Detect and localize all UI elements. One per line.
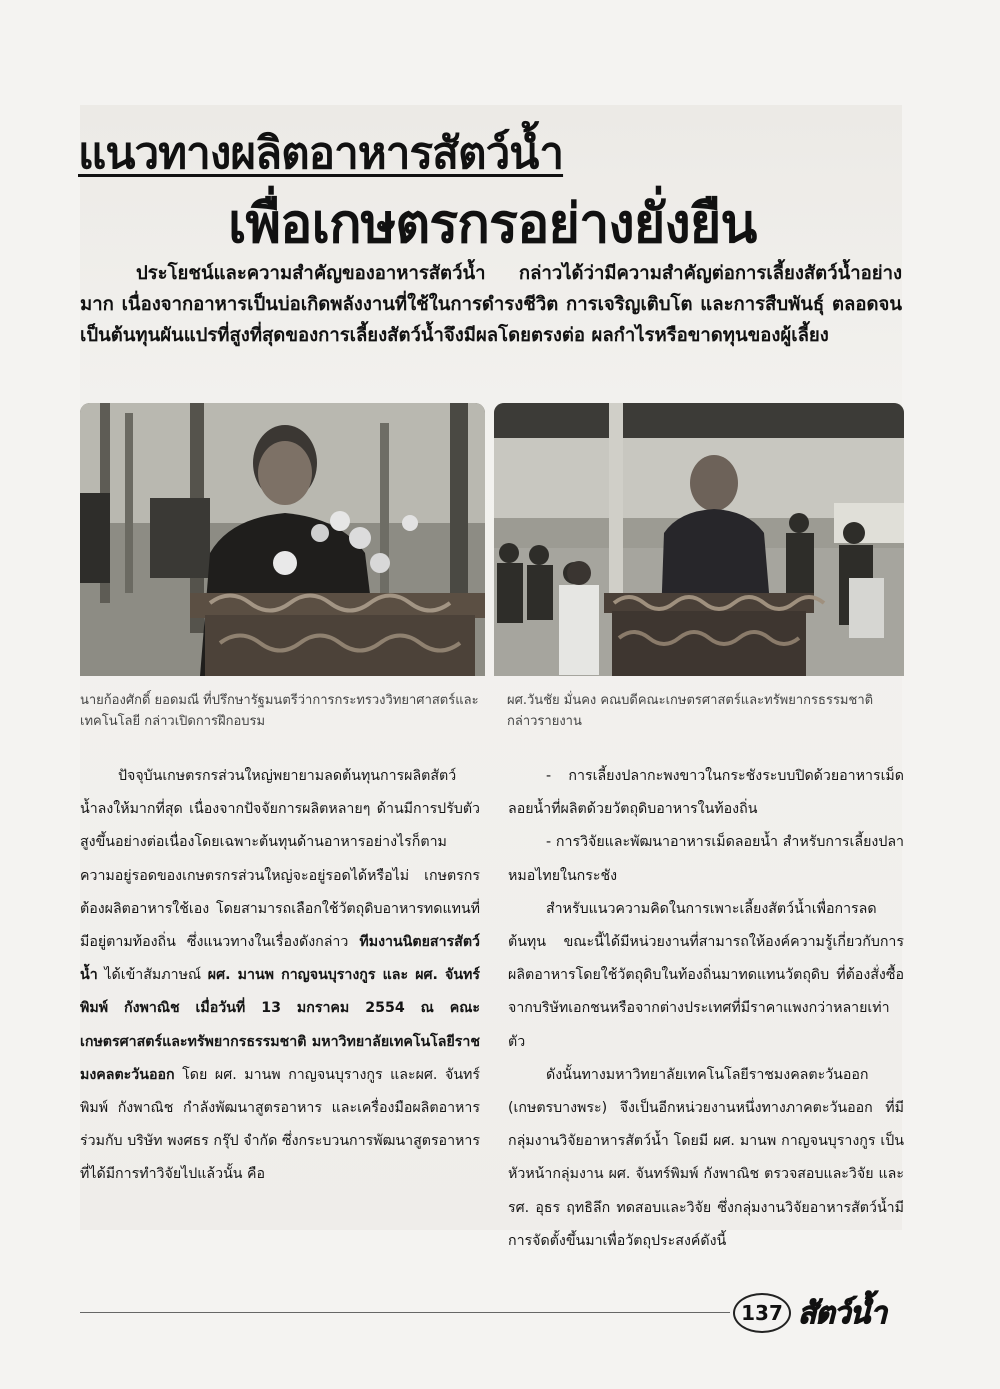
body-text: โดย ผศ. มานพ กาญจนบุรางกูร และผศ. จันทร์พิมพ์ กังพาณิช กำลังพัฒนาสูตรอาหาร และเครื่องมือผลิตอาหาร ร่วมกับ บริษัท พงศธร กรุ๊ป จำกัด ซึ่งกระบวนการพัฒนาสูตรอาหารที่ได้มีการทำวิจัยไปแล้วนั้น คือ [80, 1066, 480, 1183]
body-text: ปัจจุบันเกษตรกรส่วนใหญ่พยายามลดต้นทุนการผลิตสัตว์น้ำลงให้มากที่สุด เนื่องจากปัจจัยการผลิตหลายๆ ด้านมีการปรับตัวสูงขึ้นอย่างต่อเนื่องโดยเฉพาะต้นทุนด้านอาหารอย่างไรก็ตามความอยู่รอดของเกษตรกรส่วนใหญ่จะอยู่รอดได้หรือไม่ เกษตรกรต้องผลิตอาหารใช้เอง โดยสามารถเลือกใช้วัตถุดิบอาหารทดแทนที่มีอยู่ตามท้องถิ่น ซึ่งแนวทางในเรื่องดังกล่าว [80, 768, 480, 951]
article-title-line1: แนวทางผลิตอาหารสัตว์น้ำ [78, 128, 564, 179]
footer-divider [80, 1312, 730, 1313]
magazine-logo: สัตว์น้ำ [798, 1296, 886, 1331]
body-text: ได้เข้าสัมภาษณ์ [104, 967, 202, 984]
photo-opening-speaker [80, 403, 485, 676]
article-column-right [508, 760, 904, 1258]
article-column-left [80, 760, 480, 1192]
list-item: - การวิจัยและพัฒนาอาหารเม็ดลอยน้ำ สำหรับการเลี้ยงปลาหมอไทยในกระชัง [508, 834, 904, 884]
intro-paragraph: ประโยชน์และความสำคัญของอาหารสัตว์น้ำ กล่าวได้ว่ามีความสำคัญต่อการเลี้ยงสัตว์น้ำอย่างมาก เนื่องจากอาหารเป็นบ่อเกิดพลังงานที่ใช้ในการดำรงชีวิต การเจริญเติบโต และการสืบพันธุ์ ตลอดจนเป็นต้นทุนผันแปรที่สูงที่สุดของการเลี้ยงสัตว์น้ำจึงมีผลโดยตรงต่อ ผลกำไรหรือขาดทุนของผู้เลี้ยง [80, 263, 902, 346]
photo-caption-left: นายก้องศักดิ์ ยอดมณี ที่ปรึกษารัฐมนตรีว่าการกระทรวงวิทยาศาสตร์และเทคโนโลยี กล่าวเปิดการฝึกอบรม [80, 693, 479, 729]
body-bold-text: ผศ. มานพ กาญจนบุรางกูร และ ผศ. จันทร์พิมพ์ กังพาณิช เมื่อวันที่ 13 มกราคม 2554 ณ คณะเกษตรศาสตร์และทรัพยากรธรรมชาติ มหาวิทยาลัยเทคโนโลยีราชมงคลตะวันออก [80, 967, 481, 1083]
body-bold-text: ทีมงานนิตยสารสัตว์น้ำ [80, 934, 480, 984]
photo-caption-right: ผศ.วันชัย มั่นคง คณบดีคณะเกษตรศาสตร์และทรัพยากรธรรมชาติ กล่าวรายงาน [507, 693, 874, 729]
article-title-line2: เพื่อเกษตรกรอย่างยั่งยืน [228, 192, 757, 255]
list-item: - การเลี้ยงปลากะพงขาวในกระชังระบบปิดด้วยอาหารเม็ดลอยน้ำที่ผลิตด้วยวัตถุดิบอาหารในท้องถิ่น [508, 768, 904, 818]
body-paragraph: ดังนั้นทางมหาวิทยาลัยเทคโนโลยีราชมงคลตะวันออก (เกษตรบางพระ) จึงเป็นอีกหน่วยงานหนึ่งทางภาคตะวันออก ที่มีกลุ่มงานวิจัยอาหารสัตว์น้ำ โดยมี ผศ. มานพ กาญจนบุรางกูร เป็นหัวหน้ากลุ่มงาน ผศ. จันทร์พิมพ์ กังพาณิช ตรวจสอบและวิจัย และ รศ. อุธร ฤทธิลึก ทดสอบและวิจัย ซึ่งกลุ่มงานวิจัยอาหารสัตว์น้ำมีการจัดตั้งขึ้นมาเพื่อวัตถุประสงค์ดังนี้ [508, 1066, 904, 1249]
page-number: 137 [733, 1293, 791, 1333]
photo-dean-report-image [494, 403, 904, 676]
body-paragraph [80, 760, 480, 1192]
article-intro [80, 258, 902, 351]
body-paragraph: สำหรับแนวความคิดในการเพาะเลี้ยงสัตว์น้ำเพื่อการลดต้นทุน ขณะนี้ได้มีหน่วยงานที่สามารถให้องค์ความรู้เกี่ยวกับการผลิตอาหารโดยใช้วัตถุดิบในท้องถิ่นมาทดแทนวัตถุดิบ ที่ต้องสั่งซื้อจากบริษัทเอกชนหรือจากต่างประเทศที่มีราคาแพงกว่าหลายเท่าตัว [508, 900, 904, 1050]
photo-opening-speaker-image [80, 403, 485, 676]
photo-dean-report [494, 403, 904, 676]
